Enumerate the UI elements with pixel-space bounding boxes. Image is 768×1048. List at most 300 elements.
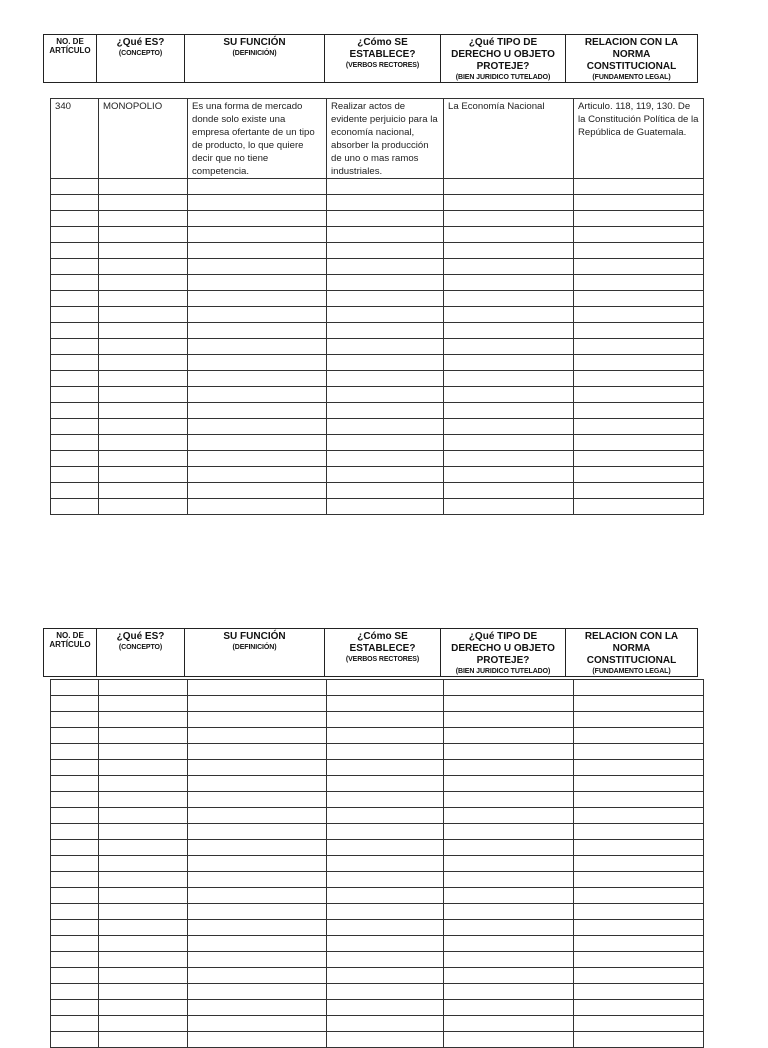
table-row <box>51 371 704 387</box>
cell-bien[interactable] <box>444 904 574 920</box>
cell-verbos[interactable] <box>327 1032 444 1048</box>
table-row <box>51 403 704 419</box>
table-row <box>51 339 704 355</box>
cell-verbos[interactable] <box>327 291 444 307</box>
cell-fundamento[interactable] <box>574 371 704 387</box>
cell-articulo[interactable] <box>51 451 99 467</box>
cell-fundamento[interactable] <box>574 792 704 808</box>
header-verbos <box>325 629 441 677</box>
cell-definicion[interactable] <box>188 856 327 872</box>
cell-articulo[interactable] <box>51 483 99 499</box>
cell-definicion[interactable] <box>188 984 327 1000</box>
cell-fundamento[interactable] <box>574 243 704 259</box>
cell-articulo[interactable] <box>51 275 99 291</box>
header-bien-title: ¿Qué TIPO DE DERECHO U OBJETO PROTEJE? <box>451 37 555 72</box>
cell-bien[interactable] <box>444 323 574 339</box>
cell-verbos[interactable] <box>327 499 444 515</box>
cell-bien[interactable] <box>444 195 574 211</box>
cell-verbos[interactable] <box>327 243 444 259</box>
cell-definicion[interactable] <box>188 936 327 952</box>
table-row <box>51 451 704 467</box>
cell-articulo[interactable] <box>51 920 99 936</box>
table-row <box>51 792 704 808</box>
cell-definicion[interactable] <box>188 371 327 387</box>
cell-concepto[interactable] <box>99 952 188 968</box>
table-row <box>51 680 704 696</box>
cell-concepto[interactable] <box>99 760 188 776</box>
table-row <box>51 179 704 195</box>
cell-fundamento[interactable] <box>574 888 704 904</box>
cell-concepto[interactable] <box>99 211 188 227</box>
cell-bien[interactable] <box>444 952 574 968</box>
cell-bien[interactable] <box>444 451 574 467</box>
table-row <box>51 904 704 920</box>
cell-fundamento[interactable] <box>574 760 704 776</box>
cell-fundamento[interactable] <box>574 968 704 984</box>
header-bien <box>441 35 566 83</box>
table-row <box>51 195 704 211</box>
cell-concepto[interactable] <box>99 1000 188 1016</box>
cell-fundamento[interactable] <box>574 275 704 291</box>
cell-verbos[interactable] <box>327 371 444 387</box>
cell-articulo[interactable] <box>51 323 99 339</box>
cell-verbos[interactable] <box>327 744 444 760</box>
header-concepto-title: ¿Qué ES? <box>116 631 165 642</box>
cell-fundamento[interactable] <box>574 291 704 307</box>
cell-concepto[interactable] <box>99 371 188 387</box>
cell-definicion[interactable] <box>188 467 327 483</box>
cell-concepto[interactable] <box>99 792 188 808</box>
cell-bien[interactable] <box>444 920 574 936</box>
cell-fundamento[interactable] <box>574 483 704 499</box>
cell-fundamento[interactable] <box>574 696 704 712</box>
cell-definicion[interactable] <box>188 712 327 728</box>
cell-definicion[interactable] <box>188 824 327 840</box>
cell-concepto[interactable] <box>99 824 188 840</box>
cell-concepto[interactable] <box>99 808 188 824</box>
cell-verbos[interactable] <box>327 984 444 1000</box>
cell-bien[interactable] <box>444 840 574 856</box>
cell-definicion[interactable] <box>188 840 327 856</box>
cell-articulo[interactable] <box>51 387 99 403</box>
cell-bien[interactable] <box>444 227 574 243</box>
header-articulo-title: NO. DE ARTÍCULO <box>49 631 91 649</box>
cell-definicion[interactable] <box>188 451 327 467</box>
cell-definicion[interactable] <box>188 696 327 712</box>
cell-concepto[interactable] <box>99 435 188 451</box>
cell-verbos[interactable] <box>327 227 444 243</box>
cell-verbos[interactable] <box>327 712 444 728</box>
cell-fundamento[interactable] <box>574 840 704 856</box>
cell-concepto[interactable] <box>99 776 188 792</box>
cell-definicion[interactable] <box>188 387 327 403</box>
cell-fundamento[interactable] <box>574 339 704 355</box>
cell-definicion[interactable] <box>188 195 327 211</box>
cell-articulo[interactable] <box>51 291 99 307</box>
cell-bien[interactable] <box>444 499 574 515</box>
cell-articulo[interactable] <box>51 904 99 920</box>
cell-concepto[interactable] <box>99 387 188 403</box>
cell-articulo[interactable] <box>51 211 99 227</box>
cell-articulo[interactable] <box>51 355 99 371</box>
cell-verbos[interactable] <box>327 728 444 744</box>
cell-verbos[interactable] <box>327 339 444 355</box>
cell-fundamento[interactable] <box>574 419 704 435</box>
header-definicion-sub: (DEFINICIÓN) <box>232 50 277 57</box>
cell-fundamento[interactable] <box>574 952 704 968</box>
cell-concepto[interactable] <box>99 291 188 307</box>
cell-concepto[interactable] <box>99 339 188 355</box>
cell-definicion[interactable] <box>188 808 327 824</box>
cell-bien[interactable] <box>444 291 574 307</box>
cell-definicion[interactable] <box>188 1032 327 1048</box>
cell-concepto[interactable] <box>99 856 188 872</box>
cell-articulo[interactable] <box>51 467 99 483</box>
cell-verbos[interactable] <box>327 483 444 499</box>
cell-concepto[interactable] <box>99 968 188 984</box>
cell-bien[interactable] <box>444 387 574 403</box>
cell-bien[interactable] <box>444 968 574 984</box>
cell-concepto[interactable] <box>99 323 188 339</box>
cell-concepto[interactable] <box>99 307 188 323</box>
cell-concepto[interactable] <box>99 840 188 856</box>
cell-fundamento[interactable] <box>574 776 704 792</box>
cell-fundamento[interactable] <box>574 824 704 840</box>
cell-articulo[interactable] <box>51 195 99 211</box>
cell-bien[interactable] <box>444 744 574 760</box>
cell-definicion[interactable] <box>188 792 327 808</box>
cell-definicion[interactable] <box>188 275 327 291</box>
table-row <box>51 99 704 179</box>
cell-bien[interactable] <box>444 792 574 808</box>
cell-bien[interactable] <box>444 355 574 371</box>
cell-articulo[interactable] <box>51 968 99 984</box>
cell-definicion[interactable] <box>188 435 327 451</box>
cell-definicion[interactable] <box>188 920 327 936</box>
cell-verbos[interactable] <box>327 872 444 888</box>
cell-fundamento[interactable] <box>574 179 704 195</box>
cell-concepto[interactable] <box>99 227 188 243</box>
cell-articulo[interactable] <box>51 403 99 419</box>
cell-fundamento[interactable] <box>574 728 704 744</box>
cell-articulo[interactable] <box>51 760 99 776</box>
cell-verbos[interactable] <box>327 355 444 371</box>
cell-articulo[interactable] <box>51 307 99 323</box>
cell-verbos[interactable] <box>327 195 444 211</box>
cell-concepto[interactable] <box>99 744 188 760</box>
cell-fundamento[interactable] <box>574 355 704 371</box>
cell-concepto[interactable] <box>99 680 188 696</box>
cell-concepto[interactable] <box>99 936 188 952</box>
cell-concepto[interactable]: MONOPOLIO <box>99 99 188 179</box>
cell-articulo[interactable] <box>51 227 99 243</box>
cell-concepto[interactable] <box>99 920 188 936</box>
cell-verbos[interactable] <box>327 824 444 840</box>
cell-bien[interactable] <box>444 211 574 227</box>
cell-concepto[interactable] <box>99 467 188 483</box>
cell-definicion[interactable] <box>188 904 327 920</box>
cell-verbos[interactable] <box>327 840 444 856</box>
cell-concepto[interactable] <box>99 888 188 904</box>
cell-verbos[interactable] <box>327 936 444 952</box>
cell-concepto[interactable] <box>99 696 188 712</box>
data-table-1 <box>50 98 704 515</box>
cell-bien[interactable] <box>444 712 574 728</box>
cell-verbos[interactable] <box>327 323 444 339</box>
cell-articulo[interactable] <box>51 744 99 760</box>
cell-definicion[interactable] <box>188 291 327 307</box>
cell-articulo[interactable] <box>51 179 99 195</box>
cell-bien[interactable] <box>444 243 574 259</box>
cell-verbos[interactable] <box>327 776 444 792</box>
cell-bien[interactable]: La Economía Nacional <box>444 99 574 179</box>
table-row <box>51 467 704 483</box>
cell-definicion[interactable] <box>188 888 327 904</box>
cell-fundamento[interactable] <box>574 435 704 451</box>
cell-concepto[interactable] <box>99 712 188 728</box>
cell-concepto[interactable] <box>99 483 188 499</box>
cell-verbos[interactable] <box>327 403 444 419</box>
cell-definicion[interactable] <box>188 211 327 227</box>
cell-definicion[interactable] <box>188 680 327 696</box>
cell-articulo[interactable] <box>51 952 99 968</box>
cell-verbos[interactable] <box>327 467 444 483</box>
cell-verbos[interactable] <box>327 307 444 323</box>
cell-bien[interactable] <box>444 307 574 323</box>
cell-concepto[interactable] <box>99 499 188 515</box>
cell-fundamento[interactable] <box>574 856 704 872</box>
cell-bien[interactable] <box>444 483 574 499</box>
table-row <box>51 307 704 323</box>
cell-articulo[interactable]: 340 <box>51 99 99 179</box>
cell-verbos[interactable] <box>327 259 444 275</box>
cell-fundamento[interactable] <box>574 872 704 888</box>
header-definicion <box>185 35 325 83</box>
cell-articulo[interactable] <box>51 728 99 744</box>
cell-bien[interactable] <box>444 339 574 355</box>
header-definicion-sub: (DEFINICIÓN) <box>232 644 277 651</box>
cell-bien[interactable] <box>444 403 574 419</box>
cell-concepto[interactable] <box>99 195 188 211</box>
header-fundamento-title: RELACION CON LA NORMA CONSTITUCIONAL <box>584 631 679 666</box>
cell-definicion[interactable] <box>188 339 327 355</box>
cell-definicion[interactable] <box>188 872 327 888</box>
cell-fundamento[interactable] <box>574 808 704 824</box>
header-fundamento-title: RELACION CON LA NORMA CONSTITUCIONAL <box>584 37 679 72</box>
cell-verbos[interactable] <box>327 179 444 195</box>
cell-fundamento[interactable] <box>574 499 704 515</box>
cell-fundamento[interactable] <box>574 1032 704 1048</box>
cell-concepto[interactable] <box>99 984 188 1000</box>
cell-fundamento[interactable] <box>574 936 704 952</box>
cell-definicion[interactable] <box>188 1000 327 1016</box>
cell-definicion[interactable] <box>188 323 327 339</box>
cell-definicion[interactable] <box>188 499 327 515</box>
cell-concepto[interactable] <box>99 179 188 195</box>
cell-definicion[interactable] <box>188 355 327 371</box>
cell-definicion[interactable] <box>188 760 327 776</box>
cell-bien[interactable] <box>444 467 574 483</box>
cell-verbos[interactable] <box>327 680 444 696</box>
cell-articulo[interactable] <box>51 840 99 856</box>
cell-articulo[interactable] <box>51 680 99 696</box>
cell-concepto[interactable] <box>99 451 188 467</box>
cell-definicion[interactable] <box>188 776 327 792</box>
cell-bien[interactable] <box>444 776 574 792</box>
cell-bien[interactable] <box>444 728 574 744</box>
cell-bien[interactable] <box>444 1032 574 1048</box>
cell-articulo[interactable] <box>51 872 99 888</box>
cell-verbos[interactable] <box>327 792 444 808</box>
cell-fundamento[interactable] <box>574 195 704 211</box>
cell-fundamento[interactable] <box>574 451 704 467</box>
cell-bien[interactable] <box>444 1000 574 1016</box>
cell-articulo[interactable] <box>51 1000 99 1016</box>
cell-bien[interactable] <box>444 984 574 1000</box>
cell-bien[interactable] <box>444 680 574 696</box>
header-concepto-sub: (CONCEPTO) <box>118 644 163 651</box>
cell-articulo[interactable] <box>51 696 99 712</box>
cell-verbos[interactable] <box>327 435 444 451</box>
cell-concepto[interactable] <box>99 728 188 744</box>
cell-definicion[interactable]: Es una forma de mercado donde solo existe una empresa ofertante de un tipo de producto, lo que quiere decir que no tiene competencia. <box>188 99 327 179</box>
cell-articulo[interactable] <box>51 712 99 728</box>
cell-fundamento[interactable] <box>574 680 704 696</box>
cell-fundamento[interactable] <box>574 712 704 728</box>
table-row <box>51 259 704 275</box>
cell-definicion[interactable] <box>188 179 327 195</box>
cell-articulo[interactable] <box>51 259 99 275</box>
table-row <box>51 211 704 227</box>
header-fundamento <box>566 629 698 677</box>
cell-fundamento[interactable] <box>574 211 704 227</box>
cell-verbos[interactable] <box>327 808 444 824</box>
cell-verbos[interactable] <box>327 920 444 936</box>
cell-articulo[interactable] <box>51 1032 99 1048</box>
cell-articulo[interactable] <box>51 888 99 904</box>
cell-articulo[interactable] <box>51 419 99 435</box>
cell-definicion[interactable] <box>188 227 327 243</box>
cell-verbos[interactable] <box>327 696 444 712</box>
cell-articulo[interactable] <box>51 499 99 515</box>
cell-definicion[interactable] <box>188 307 327 323</box>
cell-bien[interactable] <box>444 936 574 952</box>
cell-definicion[interactable] <box>188 419 327 435</box>
cell-verbos[interactable] <box>327 1000 444 1016</box>
cell-bien[interactable] <box>444 696 574 712</box>
cell-definicion[interactable] <box>188 968 327 984</box>
cell-fundamento[interactable] <box>574 387 704 403</box>
cell-bien[interactable] <box>444 760 574 776</box>
cell-definicion[interactable] <box>188 483 327 499</box>
cell-concepto[interactable] <box>99 243 188 259</box>
cell-fundamento[interactable] <box>574 904 704 920</box>
cell-bien[interactable] <box>444 275 574 291</box>
cell-bien[interactable] <box>444 872 574 888</box>
cell-definicion[interactable] <box>188 728 327 744</box>
cell-definicion[interactable] <box>188 744 327 760</box>
cell-verbos[interactable] <box>327 275 444 291</box>
header-table-2 <box>43 628 698 677</box>
cell-concepto[interactable] <box>99 259 188 275</box>
cell-verbos[interactable] <box>327 760 444 776</box>
cell-fundamento[interactable] <box>574 467 704 483</box>
cell-verbos[interactable] <box>327 211 444 227</box>
cell-articulo[interactable] <box>51 984 99 1000</box>
cell-fundamento[interactable] <box>574 920 704 936</box>
header-concepto-sub: (CONCEPTO) <box>118 50 163 57</box>
cell-bien[interactable] <box>444 259 574 275</box>
cell-concepto[interactable] <box>99 904 188 920</box>
cell-fundamento[interactable] <box>574 744 704 760</box>
cell-bien[interactable] <box>444 856 574 872</box>
cell-fundamento[interactable] <box>574 403 704 419</box>
cell-concepto[interactable] <box>99 403 188 419</box>
table-row <box>51 483 704 499</box>
header-definicion <box>185 629 325 677</box>
cell-verbos[interactable]: Realizar actos de evidente perjuicio para la economía nacional, absorber la producción de uno o mas ramos industriales. <box>327 99 444 179</box>
cell-concepto[interactable] <box>99 275 188 291</box>
cell-articulo[interactable] <box>51 776 99 792</box>
cell-articulo[interactable] <box>51 808 99 824</box>
cell-fundamento[interactable]: Articulo. 118, 119, 130. De la Constitución Política de la República de Guatemala. <box>574 99 704 179</box>
cell-verbos[interactable] <box>327 888 444 904</box>
cell-concepto[interactable] <box>99 872 188 888</box>
cell-definicion[interactable] <box>188 403 327 419</box>
cell-fundamento[interactable] <box>574 259 704 275</box>
table-row <box>51 856 704 872</box>
cell-definicion[interactable] <box>188 243 327 259</box>
cell-bien[interactable] <box>444 371 574 387</box>
cell-articulo[interactable] <box>51 792 99 808</box>
cell-verbos[interactable] <box>327 451 444 467</box>
cell-concepto[interactable] <box>99 419 188 435</box>
header-concepto <box>97 629 185 677</box>
cell-verbos[interactable] <box>327 419 444 435</box>
cell-bien[interactable] <box>444 888 574 904</box>
header-verbos-sub: (VERBOS RECTORES) <box>345 62 420 69</box>
cell-verbos[interactable] <box>327 856 444 872</box>
cell-articulo[interactable] <box>51 339 99 355</box>
table-row <box>51 291 704 307</box>
cell-bien[interactable] <box>444 179 574 195</box>
cell-definicion[interactable] <box>188 952 327 968</box>
cell-fundamento[interactable] <box>574 307 704 323</box>
cell-articulo[interactable] <box>51 435 99 451</box>
cell-bien[interactable] <box>444 435 574 451</box>
cell-fundamento[interactable] <box>574 984 704 1000</box>
cell-verbos[interactable] <box>327 968 444 984</box>
cell-articulo[interactable] <box>51 824 99 840</box>
cell-fundamento[interactable] <box>574 323 704 339</box>
table-row <box>51 888 704 904</box>
cell-articulo[interactable] <box>51 936 99 952</box>
cell-verbos[interactable] <box>327 387 444 403</box>
cell-bien[interactable] <box>444 824 574 840</box>
cell-concepto[interactable] <box>99 1032 188 1048</box>
cell-bien[interactable] <box>444 419 574 435</box>
cell-articulo[interactable] <box>51 856 99 872</box>
cell-fundamento[interactable] <box>574 227 704 243</box>
cell-bien[interactable] <box>444 808 574 824</box>
cell-articulo[interactable] <box>51 243 99 259</box>
cell-concepto[interactable] <box>99 355 188 371</box>
cell-fundamento[interactable] <box>574 1000 704 1016</box>
cell-articulo[interactable] <box>51 371 99 387</box>
cell-verbos[interactable] <box>327 904 444 920</box>
cell-definicion[interactable] <box>188 259 327 275</box>
cell-verbos[interactable] <box>327 952 444 968</box>
